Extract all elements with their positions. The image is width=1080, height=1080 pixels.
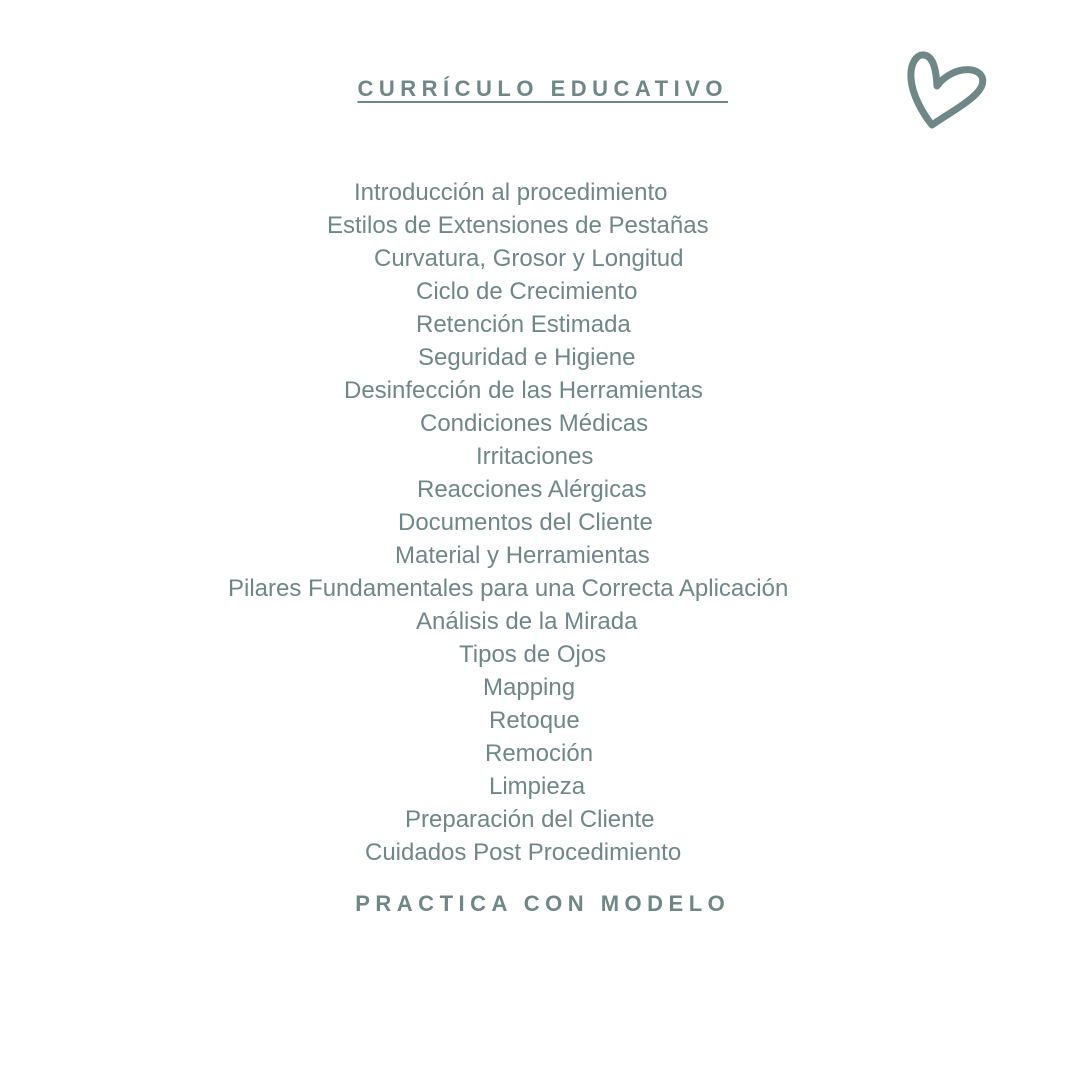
list-item-label: Cuidados Post Procedimiento	[365, 839, 682, 866]
list-item	[0, 737, 1080, 770]
list-item-label: Estilos de Extensiones de Pestañas	[327, 212, 709, 239]
list-item	[0, 803, 1080, 836]
list-item-label: Remoción	[485, 740, 594, 767]
list-item	[0, 473, 1080, 506]
list-item-label: Limpieza	[489, 773, 586, 800]
list-item-label: Retoque	[489, 707, 580, 734]
list-item	[0, 374, 1080, 407]
list-item-label: Irritaciones	[476, 443, 594, 470]
list-item	[0, 638, 1080, 671]
list-item-label: Documentos del Cliente	[398, 509, 653, 536]
list-item	[0, 275, 1080, 308]
list-item	[0, 407, 1080, 440]
list-item-label: Ciclo de Crecimiento	[416, 278, 638, 305]
page-title-text: CURRÍCULO EDUCATIVO	[357, 76, 729, 101]
curriculum-list	[0, 176, 1080, 869]
practice-heading	[0, 891, 1080, 917]
list-item	[0, 770, 1080, 803]
list-item-label: Desinfección de las Herramientas	[344, 377, 703, 404]
list-item	[0, 440, 1080, 473]
list-item-label: Curvatura, Grosor y Longitud	[374, 245, 684, 272]
heart-icon	[902, 48, 992, 132]
list-item	[0, 704, 1080, 737]
list-item	[0, 671, 1080, 704]
list-item	[0, 572, 1080, 605]
list-item	[0, 176, 1080, 209]
list-item	[0, 506, 1080, 539]
list-item-label: Reacciones Alérgicas	[417, 476, 647, 503]
list-item-label: Pilares Fundamentales para una Correcta Aplicación	[228, 575, 789, 602]
practice-heading-text: PRACTICA CON MODELO	[355, 891, 731, 916]
list-item-label: Seguridad e Higiene	[418, 344, 636, 371]
list-item	[0, 605, 1080, 638]
list-item	[0, 242, 1080, 275]
list-item-label: Tipos de Ojos	[459, 641, 607, 668]
list-item	[0, 836, 1080, 869]
list-item-label: Retención Estimada	[416, 311, 631, 338]
list-item	[0, 341, 1080, 374]
list-item	[0, 308, 1080, 341]
list-item	[0, 209, 1080, 242]
list-item	[0, 539, 1080, 572]
list-item-label: Introducción al procedimiento	[354, 179, 668, 206]
list-item-label: Mapping	[483, 674, 576, 701]
list-item-label: Condiciones Médicas	[420, 410, 649, 437]
list-item-label: Preparación del Cliente	[405, 806, 655, 833]
list-item-label: Análisis de la Mirada	[416, 608, 638, 635]
list-item-label: Material y Herramientas	[395, 542, 650, 569]
